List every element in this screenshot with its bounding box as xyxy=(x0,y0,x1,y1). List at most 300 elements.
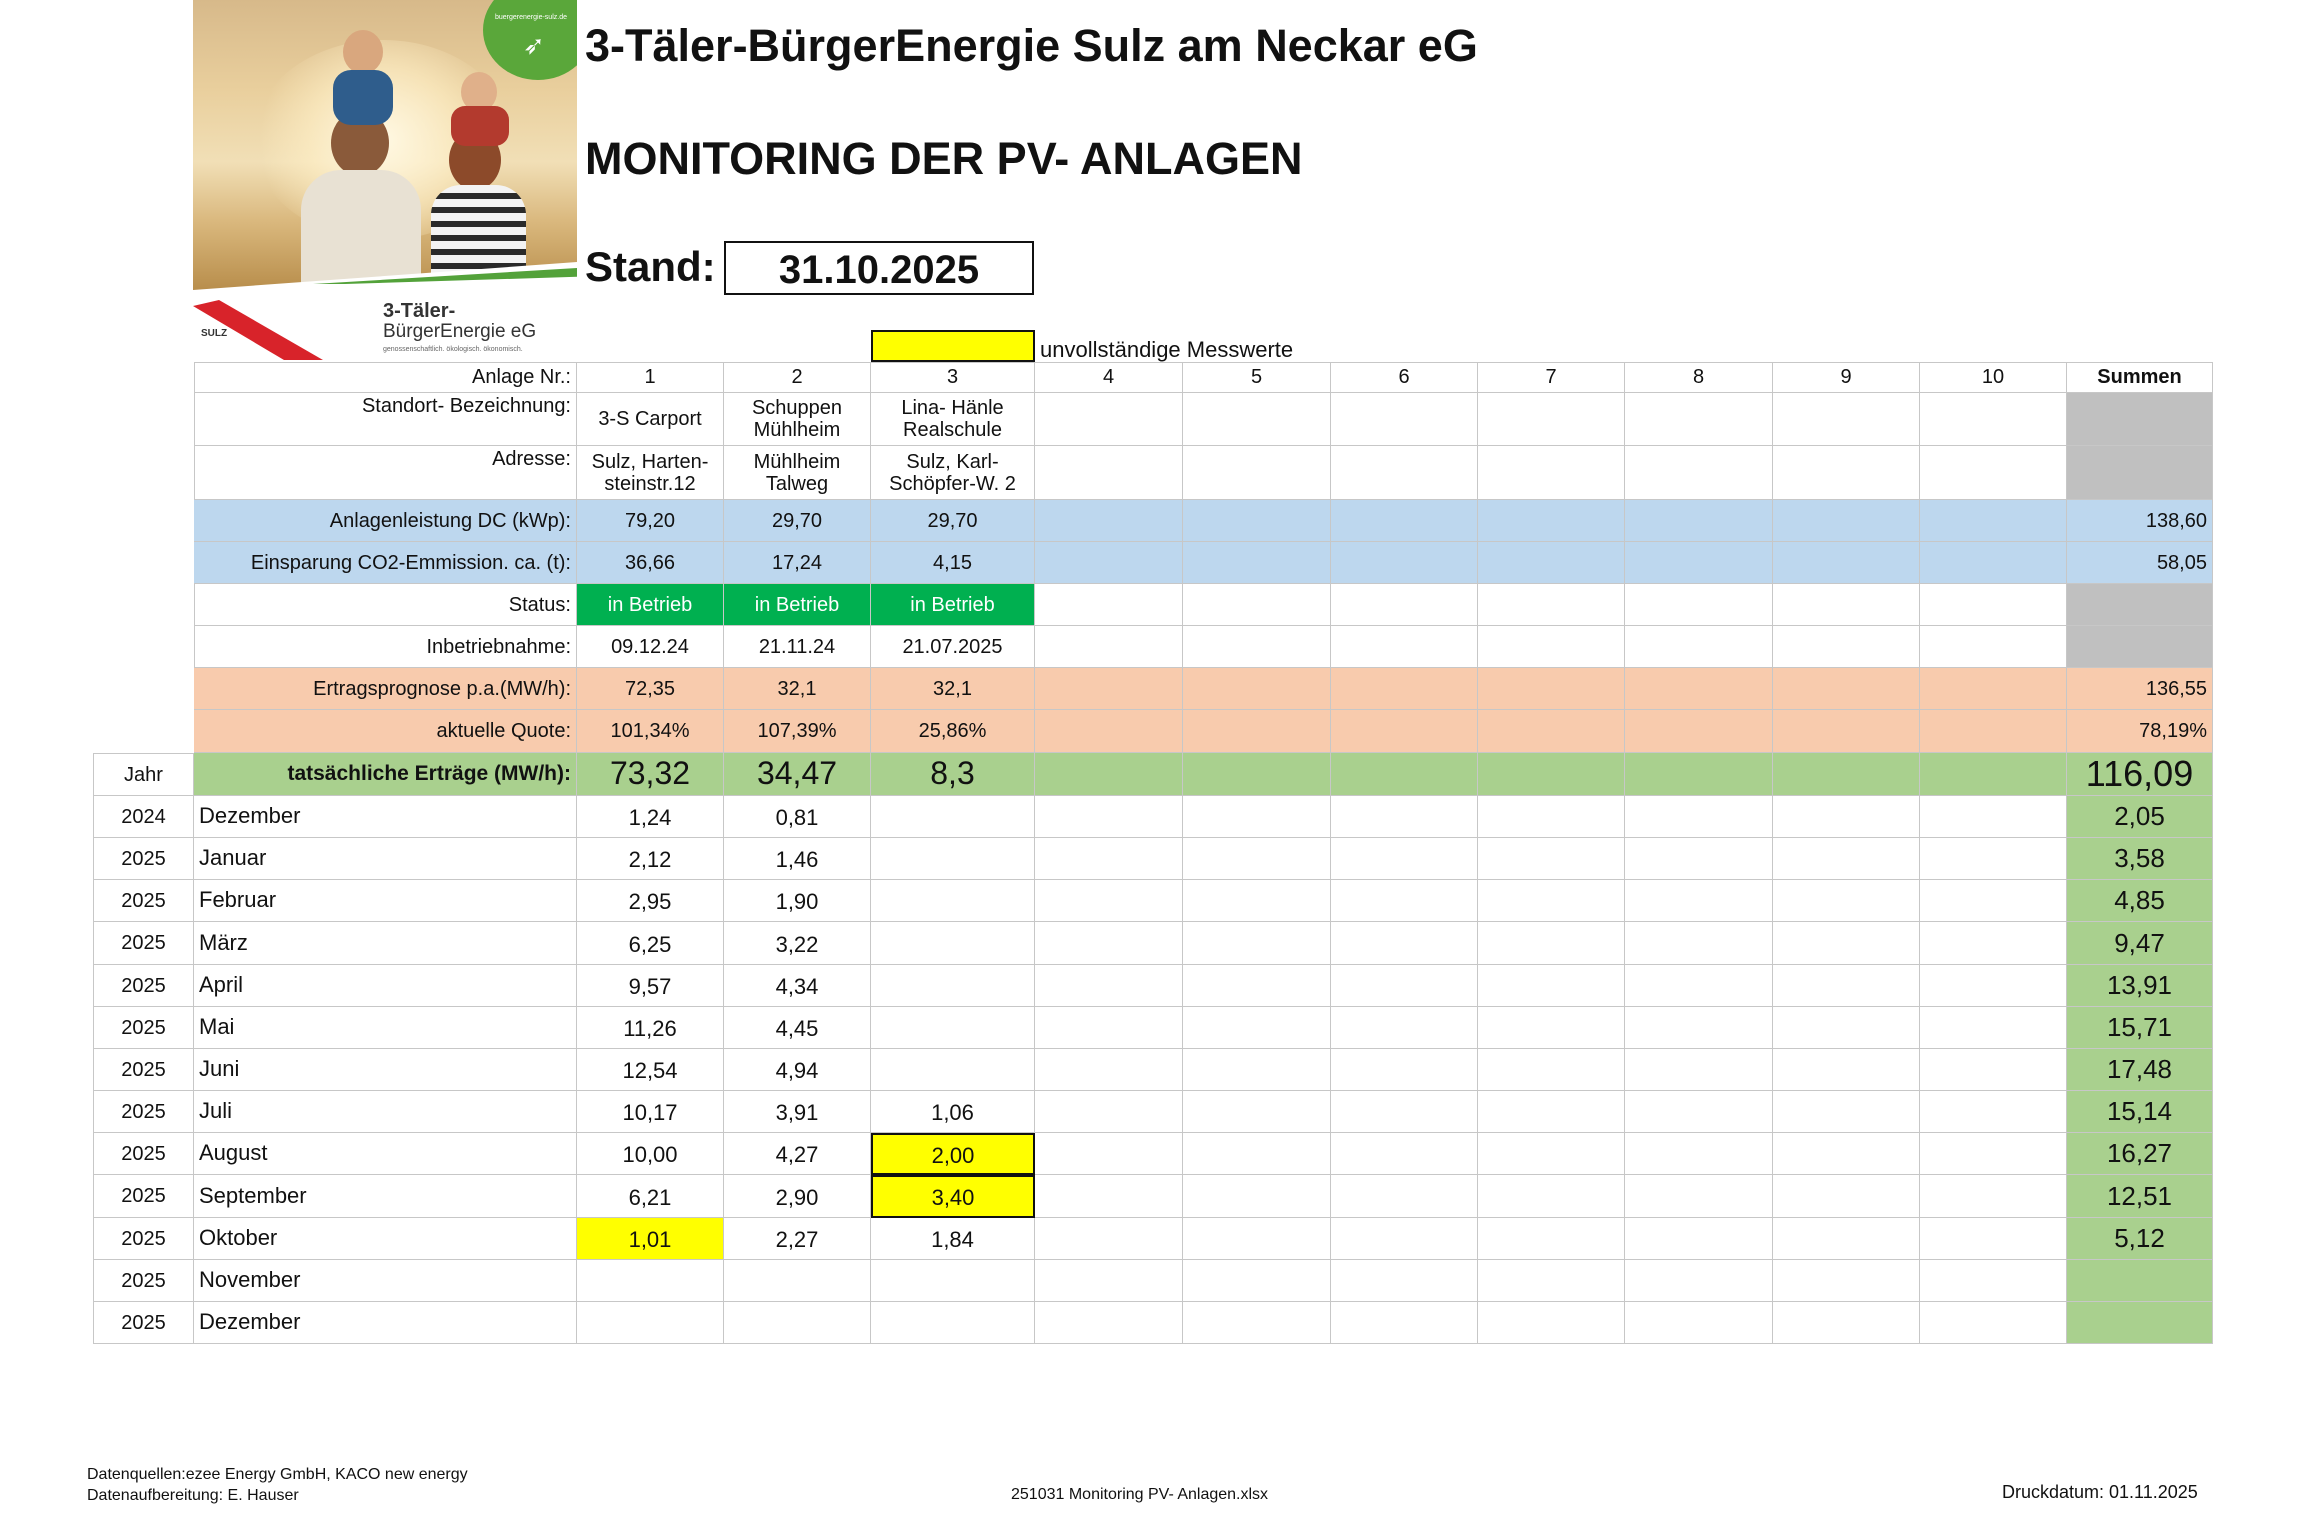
month-value-col-1: 6,21 xyxy=(577,1175,724,1218)
month-value-col-8 xyxy=(1625,1133,1773,1175)
month-cell: September xyxy=(194,1175,577,1218)
month-value-col-10 xyxy=(1920,838,2067,880)
month-sum xyxy=(2067,1302,2213,1344)
month-value-col-4 xyxy=(1035,1049,1183,1091)
month-value-col-7 xyxy=(1478,1091,1625,1133)
month-value-col-8 xyxy=(1625,1302,1773,1344)
month-cell: Februar xyxy=(194,880,577,922)
quote-col-1: 101,34% xyxy=(577,710,724,753)
month-value-col-5 xyxy=(1183,1175,1331,1218)
month-value-col-8 xyxy=(1625,965,1773,1007)
month-value-col-4 xyxy=(1035,1175,1183,1218)
legend-swatch-incomplete xyxy=(871,330,1035,362)
co2-col-9 xyxy=(1773,542,1920,584)
month-value-col-4 xyxy=(1035,880,1183,922)
month-value-col-7 xyxy=(1478,1260,1625,1302)
status-col-2: in Betrieb xyxy=(724,584,871,626)
year-cell: 2025 xyxy=(93,922,194,965)
month-value-col-1 xyxy=(577,1260,724,1302)
status-col-4 xyxy=(1035,584,1183,626)
inbetrieb-col-2: 21.11.24 xyxy=(724,626,871,668)
footer-filename: 251031 Monitoring PV- Anlagen.xlsx xyxy=(1011,1486,1269,1503)
inbetrieb-col-4 xyxy=(1035,626,1183,668)
month-value-col-3 xyxy=(871,1007,1035,1049)
month-value-col-9 xyxy=(1773,1091,1920,1133)
month-value-col-7 xyxy=(1478,1302,1625,1344)
ertrag-label: tatsächliche Erträge (MW/h): xyxy=(194,753,577,796)
co2-col-10 xyxy=(1920,542,2067,584)
month-value-col-2: 1,46 xyxy=(724,838,871,880)
month-value-col-10 xyxy=(1920,1007,2067,1049)
month-value-col-4 xyxy=(1035,1302,1183,1344)
month-value-col-2: 2,27 xyxy=(724,1218,871,1260)
company-logo: buergerenergie-sulz.de ➶ 3-Täler- BürgerEnergie eG genossenschaftlich. ökologisch. ökonomisch. SULZ xyxy=(193,0,577,360)
inbetrieb-col-7 xyxy=(1478,626,1625,668)
month-value-col-10 xyxy=(1920,922,2067,965)
inbetrieb-label: Inbetriebnahme: xyxy=(194,626,577,668)
month-value-col-2: 0,81 xyxy=(724,796,871,838)
standort-col-6 xyxy=(1331,393,1478,446)
month-value-col-5 xyxy=(1183,880,1331,922)
ertrag-col-4 xyxy=(1035,753,1183,796)
month-sum: 15,14 xyxy=(2067,1091,2213,1133)
leistung-sum: 138,60 xyxy=(2067,500,2213,542)
month-value-col-1: 12,54 xyxy=(577,1049,724,1091)
month-cell: Mai xyxy=(194,1007,577,1049)
month-sum xyxy=(2067,1260,2213,1302)
co2-col-6 xyxy=(1331,542,1478,584)
adresse-label: Adresse: xyxy=(194,446,577,500)
month-cell: Januar xyxy=(194,838,577,880)
prognose-col-10 xyxy=(1920,668,2067,710)
month-cell: Dezember xyxy=(194,796,577,838)
anlage-nr-9: 9 xyxy=(1773,362,1920,393)
inbetrieb-col-10 xyxy=(1920,626,2067,668)
month-value-col-2: 1,90 xyxy=(724,880,871,922)
month-value-col-5 xyxy=(1183,1007,1331,1049)
month-value-col-10 xyxy=(1920,796,2067,838)
inbetrieb-col-6 xyxy=(1331,626,1478,668)
month-value-col-4 xyxy=(1035,838,1183,880)
month-value-col-1: 1,24 xyxy=(577,796,724,838)
standort-col-8 xyxy=(1625,393,1773,446)
month-value-col-4 xyxy=(1035,796,1183,838)
quote-col-4 xyxy=(1035,710,1183,753)
co2-col-5 xyxy=(1183,542,1331,584)
month-value-col-7 xyxy=(1478,965,1625,1007)
anlage-nr-8: 8 xyxy=(1625,362,1773,393)
month-value-col-1: 2,95 xyxy=(577,880,724,922)
quote-label: aktuelle Quote: xyxy=(194,710,577,753)
prognose-col-9 xyxy=(1773,668,1920,710)
year-cell: 2025 xyxy=(93,1302,194,1344)
month-value-col-4 xyxy=(1035,965,1183,1007)
standort-col-10 xyxy=(1920,393,2067,446)
month-value-col-6 xyxy=(1331,1218,1478,1260)
ertrag-col-7 xyxy=(1478,753,1625,796)
year-cell: 2025 xyxy=(93,1133,194,1175)
prognose-col-5 xyxy=(1183,668,1331,710)
leistung-col-8 xyxy=(1625,500,1773,542)
month-value-col-6 xyxy=(1331,796,1478,838)
month-value-col-6 xyxy=(1331,1091,1478,1133)
ertrag-sum: 116,09 xyxy=(2067,753,2213,796)
leistung-col-3: 29,70 xyxy=(871,500,1035,542)
month-value-col-9 xyxy=(1773,965,1920,1007)
month-value-col-8 xyxy=(1625,1218,1773,1260)
inbetrieb-col-5 xyxy=(1183,626,1331,668)
page-subtitle: MONITORING DER PV- ANLAGEN xyxy=(585,133,1303,184)
year-cell: 2025 xyxy=(93,965,194,1007)
month-value-col-2: 4,94 xyxy=(724,1049,871,1091)
month-value-col-1 xyxy=(577,1302,724,1344)
quote-col-9 xyxy=(1773,710,1920,753)
ertrag-col-9 xyxy=(1773,753,1920,796)
inbetrieb-sum xyxy=(2067,626,2213,668)
prognose-col-6 xyxy=(1331,668,1478,710)
month-value-col-9 xyxy=(1773,1260,1920,1302)
month-value-col-1: 10,00 xyxy=(577,1133,724,1175)
year-cell: 2025 xyxy=(93,1218,194,1260)
month-value-col-3 xyxy=(871,922,1035,965)
prognose-col-8 xyxy=(1625,668,1773,710)
co2-col-1: 36,66 xyxy=(577,542,724,584)
footer-print-date: Druckdatum: 01.11.2025 xyxy=(2002,1482,2198,1502)
month-value-col-3: 1,06 xyxy=(871,1091,1035,1133)
ertrag-col-5 xyxy=(1183,753,1331,796)
prognose-col-1: 72,35 xyxy=(577,668,724,710)
co2-col-3: 4,15 xyxy=(871,542,1035,584)
year-cell: 2024 xyxy=(93,796,194,838)
inbetrieb-col-8 xyxy=(1625,626,1773,668)
month-cell: Oktober xyxy=(194,1218,577,1260)
year-cell: 2025 xyxy=(93,838,194,880)
month-value-col-3 xyxy=(871,965,1035,1007)
month-value-col-6 xyxy=(1331,1049,1478,1091)
month-value-col-10 xyxy=(1920,1133,2067,1175)
leistung-col-10 xyxy=(1920,500,2067,542)
month-value-col-4 xyxy=(1035,1218,1183,1260)
year-cell: 2025 xyxy=(93,880,194,922)
adresse-col-8 xyxy=(1625,446,1773,500)
anlage-nr-3: 3 xyxy=(871,362,1035,393)
standort-label: Standort- Bezeichnung: xyxy=(194,393,577,446)
ertrag-col-6 xyxy=(1331,753,1478,796)
month-value-col-1: 1,01 xyxy=(577,1218,724,1260)
prognose-sum: 136,55 xyxy=(2067,668,2213,710)
legend-label: unvollständige Messwerte xyxy=(1040,337,1294,362)
status-col-9 xyxy=(1773,584,1920,626)
adresse-col-6 xyxy=(1331,446,1478,500)
adresse-col-1: Sulz, Harten-steinstr.12 xyxy=(577,446,724,500)
adresse-col-9 xyxy=(1773,446,1920,500)
month-value-col-3: 2,00 xyxy=(871,1133,1035,1175)
month-value-col-4 xyxy=(1035,1007,1183,1049)
leistung-col-9 xyxy=(1773,500,1920,542)
month-value-col-6 xyxy=(1331,1133,1478,1175)
month-value-col-6 xyxy=(1331,1260,1478,1302)
month-value-col-9 xyxy=(1773,1049,1920,1091)
month-value-col-3: 3,40 xyxy=(871,1175,1035,1218)
month-value-col-5 xyxy=(1183,796,1331,838)
month-value-col-10 xyxy=(1920,1260,2067,1302)
anlage-nr-1: 1 xyxy=(577,362,724,393)
month-value-col-3: 1,84 xyxy=(871,1218,1035,1260)
month-sum: 2,05 xyxy=(2067,796,2213,838)
month-value-col-2: 4,27 xyxy=(724,1133,871,1175)
ertrag-col-1: 73,32 xyxy=(577,753,724,796)
year-cell: 2025 xyxy=(93,1175,194,1218)
month-value-col-2: 4,45 xyxy=(724,1007,871,1049)
standort-col-1: 3-S Carport xyxy=(577,393,724,446)
month-value-col-5 xyxy=(1183,1049,1331,1091)
month-value-col-2: 3,91 xyxy=(724,1091,871,1133)
cursor-icon: ➶ xyxy=(523,30,545,60)
month-value-col-9 xyxy=(1773,796,1920,838)
month-value-col-1: 2,12 xyxy=(577,838,724,880)
month-value-col-1: 9,57 xyxy=(577,965,724,1007)
month-value-col-6 xyxy=(1331,880,1478,922)
month-value-col-10 xyxy=(1920,1091,2067,1133)
status-col-8 xyxy=(1625,584,1773,626)
standort-col-3: Lina- Hänle Realschule xyxy=(871,393,1035,446)
status-col-3: in Betrieb xyxy=(871,584,1035,626)
anlage-nr-label: Anlage Nr.: xyxy=(194,362,577,393)
month-value-col-8 xyxy=(1625,1175,1773,1218)
standort-col-7 xyxy=(1478,393,1625,446)
quote-col-3: 25,86% xyxy=(871,710,1035,753)
anlage-nr-4: 4 xyxy=(1035,362,1183,393)
month-value-col-5 xyxy=(1183,1133,1331,1175)
year-cell: 2025 xyxy=(93,1260,194,1302)
month-value-col-8 xyxy=(1625,1260,1773,1302)
month-cell: November xyxy=(194,1260,577,1302)
month-value-col-10 xyxy=(1920,1049,2067,1091)
month-value-col-9 xyxy=(1773,922,1920,965)
year-cell: 2025 xyxy=(93,1007,194,1049)
month-value-col-4 xyxy=(1035,922,1183,965)
stand-label: Stand: xyxy=(585,243,716,290)
month-value-col-10 xyxy=(1920,965,2067,1007)
status-label: Status: xyxy=(194,584,577,626)
month-sum: 9,47 xyxy=(2067,922,2213,965)
month-value-col-3 xyxy=(871,1302,1035,1344)
month-value-col-10 xyxy=(1920,1175,2067,1218)
year-cell: 2025 xyxy=(93,1091,194,1133)
ertrag-col-2: 34,47 xyxy=(724,753,871,796)
standort-sum xyxy=(2067,393,2213,446)
month-value-col-7 xyxy=(1478,880,1625,922)
month-value-col-9 xyxy=(1773,1218,1920,1260)
month-sum: 3,58 xyxy=(2067,838,2213,880)
month-value-col-5 xyxy=(1183,922,1331,965)
month-sum: 5,12 xyxy=(2067,1218,2213,1260)
adresse-col-3: Sulz, Karl-Schöpfer-W. 2 xyxy=(871,446,1035,500)
leistung-label: Anlagenleistung DC (kWp): xyxy=(194,500,577,542)
anlage-nr-5: 5 xyxy=(1183,362,1331,393)
jahr-header: Jahr xyxy=(93,753,194,796)
month-value-col-3 xyxy=(871,838,1035,880)
month-cell: März xyxy=(194,922,577,965)
month-value-col-7 xyxy=(1478,796,1625,838)
co2-col-4 xyxy=(1035,542,1183,584)
quote-col-2: 107,39% xyxy=(724,710,871,753)
ertrag-col-8 xyxy=(1625,753,1773,796)
month-value-col-6 xyxy=(1331,1007,1478,1049)
month-value-col-9 xyxy=(1773,838,1920,880)
adresse-col-2: Mühlheim Talweg xyxy=(724,446,871,500)
month-value-col-7 xyxy=(1478,838,1625,880)
month-cell: Juli xyxy=(194,1091,577,1133)
co2-col-8 xyxy=(1625,542,1773,584)
status-col-7 xyxy=(1478,584,1625,626)
month-value-col-3 xyxy=(871,1260,1035,1302)
month-value-col-7 xyxy=(1478,1049,1625,1091)
month-value-col-2: 4,34 xyxy=(724,965,871,1007)
month-sum: 17,48 xyxy=(2067,1049,2213,1091)
month-value-col-8 xyxy=(1625,880,1773,922)
month-value-col-7 xyxy=(1478,1218,1625,1260)
quote-col-8 xyxy=(1625,710,1773,753)
month-cell: Juni xyxy=(194,1049,577,1091)
month-value-col-1: 11,26 xyxy=(577,1007,724,1049)
inbetrieb-col-1: 09.12.24 xyxy=(577,626,724,668)
month-value-col-7 xyxy=(1478,1007,1625,1049)
month-sum: 4,85 xyxy=(2067,880,2213,922)
status-col-1: in Betrieb xyxy=(577,584,724,626)
status-sum xyxy=(2067,584,2213,626)
leistung-col-6 xyxy=(1331,500,1478,542)
month-sum: 13,91 xyxy=(2067,965,2213,1007)
adresse-col-5 xyxy=(1183,446,1331,500)
adresse-sum xyxy=(2067,446,2213,500)
month-cell: Dezember xyxy=(194,1302,577,1344)
status-col-10 xyxy=(1920,584,2067,626)
month-value-col-10 xyxy=(1920,1302,2067,1344)
month-value-col-8 xyxy=(1625,1049,1773,1091)
month-sum: 15,71 xyxy=(2067,1007,2213,1049)
leistung-col-1: 79,20 xyxy=(577,500,724,542)
month-cell: April xyxy=(194,965,577,1007)
month-value-col-9 xyxy=(1773,1133,1920,1175)
year-cell: 2025 xyxy=(93,1049,194,1091)
month-value-col-5 xyxy=(1183,1302,1331,1344)
quote-col-7 xyxy=(1478,710,1625,753)
leistung-col-7 xyxy=(1478,500,1625,542)
adresse-col-4 xyxy=(1035,446,1183,500)
footer-sources: Datenquellen:ezee Energy GmbH, KACO new energy xyxy=(87,1466,468,1483)
standort-col-4 xyxy=(1035,393,1183,446)
month-value-col-2 xyxy=(724,1260,871,1302)
month-value-col-5 xyxy=(1183,965,1331,1007)
prognose-col-3: 32,1 xyxy=(871,668,1035,710)
month-value-col-6 xyxy=(1331,1175,1478,1218)
month-value-col-9 xyxy=(1773,1007,1920,1049)
ertrag-col-3: 8,3 xyxy=(871,753,1035,796)
month-sum: 12,51 xyxy=(2067,1175,2213,1218)
month-value-col-4 xyxy=(1035,1260,1183,1302)
quote-col-5 xyxy=(1183,710,1331,753)
month-value-col-8 xyxy=(1625,838,1773,880)
standort-col-5 xyxy=(1183,393,1331,446)
leistung-col-2: 29,70 xyxy=(724,500,871,542)
month-value-col-9 xyxy=(1773,880,1920,922)
prognose-col-2: 32,1 xyxy=(724,668,871,710)
month-value-col-6 xyxy=(1331,965,1478,1007)
month-value-col-7 xyxy=(1478,1175,1625,1218)
month-value-col-1: 6,25 xyxy=(577,922,724,965)
leistung-col-5 xyxy=(1183,500,1331,542)
co2-label: Einsparung CO2-Emmission. ca. (t): xyxy=(194,542,577,584)
anlage-nr-7: 7 xyxy=(1478,362,1625,393)
month-value-col-10 xyxy=(1920,1218,2067,1260)
month-value-col-4 xyxy=(1035,1091,1183,1133)
month-value-col-2: 3,22 xyxy=(724,922,871,965)
month-value-col-8 xyxy=(1625,1091,1773,1133)
month-value-col-5 xyxy=(1183,1091,1331,1133)
month-cell: August xyxy=(194,1133,577,1175)
co2-col-2: 17,24 xyxy=(724,542,871,584)
month-value-col-3 xyxy=(871,796,1035,838)
standort-col-9 xyxy=(1773,393,1920,446)
month-value-col-1: 10,17 xyxy=(577,1091,724,1133)
co2-sum: 58,05 xyxy=(2067,542,2213,584)
month-value-col-2 xyxy=(724,1302,871,1344)
month-value-col-7 xyxy=(1478,1133,1625,1175)
footer-preparation: Datenaufbereitung: E. Hauser xyxy=(87,1487,299,1504)
status-col-5 xyxy=(1183,584,1331,626)
month-value-col-2: 2,90 xyxy=(724,1175,871,1218)
month-value-col-4 xyxy=(1035,1133,1183,1175)
month-value-col-3 xyxy=(871,880,1035,922)
adresse-col-10 xyxy=(1920,446,2067,500)
month-value-col-6 xyxy=(1331,922,1478,965)
prognose-label: Ertragsprognose p.a.(MW/h): xyxy=(194,668,577,710)
page-title: 3-Täler-BürgerEnergie Sulz am Neckar eG xyxy=(585,20,1478,71)
month-value-col-7 xyxy=(1478,922,1625,965)
prognose-col-4 xyxy=(1035,668,1183,710)
leistung-col-4 xyxy=(1035,500,1183,542)
month-value-col-8 xyxy=(1625,1007,1773,1049)
month-value-col-6 xyxy=(1331,1302,1478,1344)
month-value-col-3 xyxy=(871,1049,1035,1091)
quote-col-6 xyxy=(1331,710,1478,753)
month-sum: 16,27 xyxy=(2067,1133,2213,1175)
standort-col-2: Schuppen Mühlheim xyxy=(724,393,871,446)
month-value-col-9 xyxy=(1773,1302,1920,1344)
prognose-col-7 xyxy=(1478,668,1625,710)
summen-header: Summen xyxy=(2067,362,2213,393)
inbetrieb-col-9 xyxy=(1773,626,1920,668)
adresse-col-7 xyxy=(1478,446,1625,500)
month-value-col-10 xyxy=(1920,880,2067,922)
ertrag-col-10 xyxy=(1920,753,2067,796)
month-value-col-8 xyxy=(1625,796,1773,838)
anlage-nr-6: 6 xyxy=(1331,362,1478,393)
month-value-col-5 xyxy=(1183,1218,1331,1260)
month-value-col-6 xyxy=(1331,838,1478,880)
inbetrieb-col-3: 21.07.2025 xyxy=(871,626,1035,668)
month-value-col-8 xyxy=(1625,922,1773,965)
anlage-nr-2: 2 xyxy=(724,362,871,393)
co2-col-7 xyxy=(1478,542,1625,584)
month-value-col-5 xyxy=(1183,838,1331,880)
anlage-nr-10: 10 xyxy=(1920,362,2067,393)
month-value-col-9 xyxy=(1773,1175,1920,1218)
status-col-6 xyxy=(1331,584,1478,626)
quote-col-10 xyxy=(1920,710,2067,753)
stand-date: 31.10.2025 xyxy=(724,241,1034,295)
